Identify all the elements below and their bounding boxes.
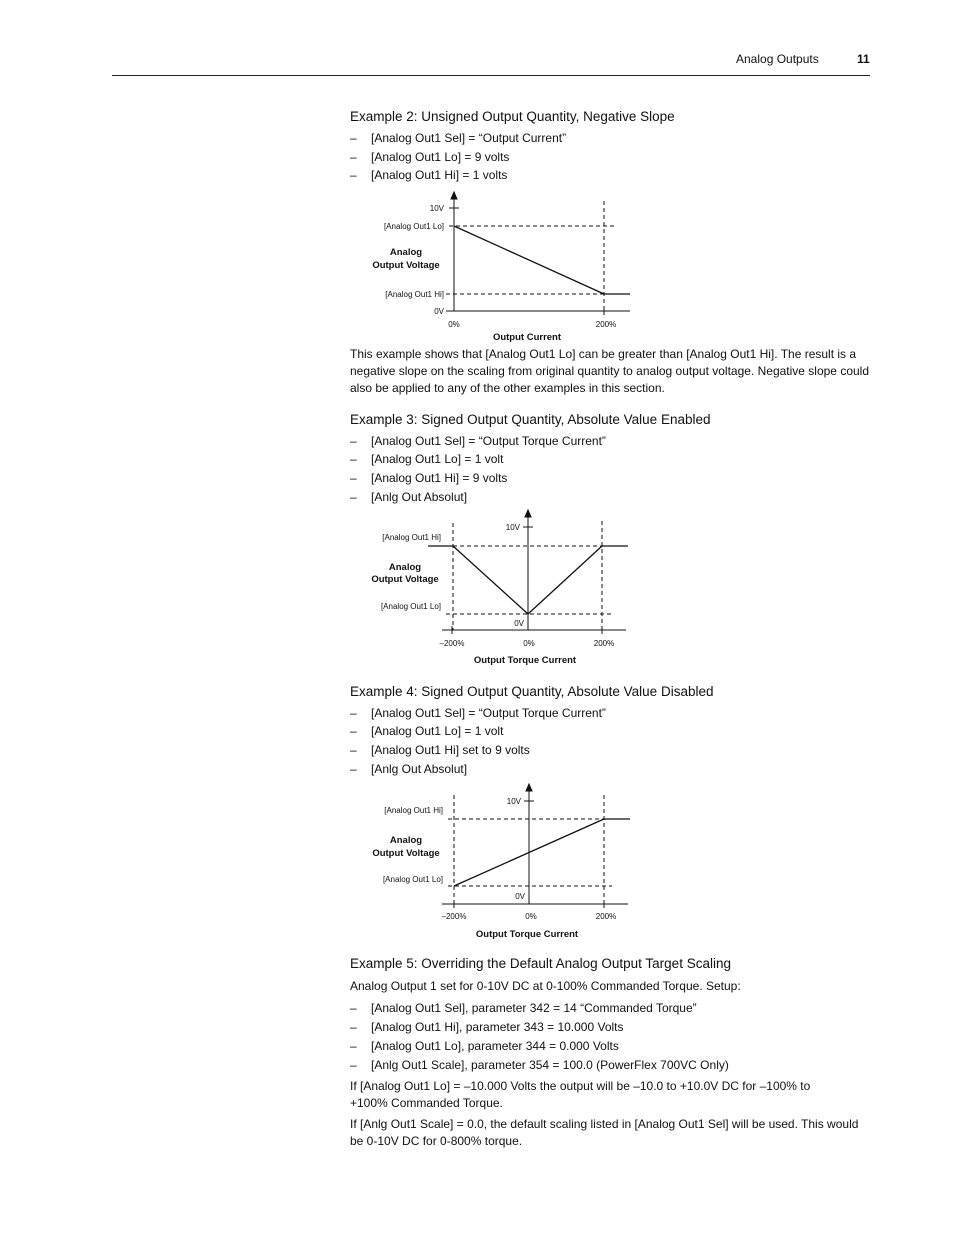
lo-label: [Analog Out1 Lo] [383, 222, 444, 231]
x-tick-label: 200% [595, 320, 617, 329]
list-item: – [Analog Out1 Lo], parameter 344 = 0.000 Volts [350, 1039, 619, 1053]
list-item: – [Anlg Out1 Scale], parameter 354 = 100.0 (PowerFlex 700VC Only) [350, 1058, 729, 1072]
list-item: – [Anlg Out Absolut] [350, 490, 468, 504]
x-tick-label: –200% [439, 639, 465, 648]
example3-heading: Example 3: Signed Output Quantity, Absolute Value Enabled [350, 412, 711, 427]
y-tick-label: 10V [429, 204, 444, 213]
x-tick-label: 200% [595, 912, 617, 921]
list-item: – [Analog Out1 Hi] set to 9 volts [350, 743, 530, 757]
y-axis-label: Output Voltage [372, 848, 440, 859]
y-tick-label: 10V [506, 797, 521, 806]
hi-label: [Analog Out1 Hi] [382, 533, 441, 542]
x-tick-label: 0% [448, 320, 460, 329]
example2-paragraph: This example shows that [Analog Out1 Lo] can be greater than [Analog Out1 Hi]. The result is a negative slope on the scaling from original quantity to analog output voltage. Negative slope could also be applied to any of the other examples in this section. [350, 347, 870, 395]
x-axis-label: Output Current [492, 332, 562, 343]
page-number: 11 [857, 52, 870, 66]
x-tick-label: 0% [523, 639, 535, 648]
example5-heading: Example 5: Overriding the Default Analog Output Target Scaling [350, 956, 731, 971]
example5-intro: Analog Output 1 set for 0-10V DC at 0-100% Commanded Torque. Setup: [350, 979, 741, 993]
list-item: – [Anlg Out Absolut] [350, 762, 468, 776]
list-item: – [Analog Out1 Lo] = 1 volt [350, 724, 504, 738]
list-item: – [Analog Out1 Hi] = 1 volts [350, 168, 508, 182]
x-tick-label: 200% [593, 639, 615, 648]
hi-label: [Analog Out1 Hi] [384, 806, 443, 815]
hi-label: [Analog Out1 Hi] [385, 290, 444, 299]
x-tick-label: –200% [441, 912, 467, 921]
y-tick-label: 10V [505, 523, 520, 532]
y-tick-label: 0V [515, 892, 525, 901]
y-axis-label: Analog [388, 562, 422, 573]
y-tick-label: 0V [434, 307, 444, 316]
list-item: – [Analog Out1 Sel] = “Output Current” [350, 131, 567, 145]
example5-paragraph: If [Analog Out1 Lo] = –10.000 Volts the output will be –10.0 to +10.0V DC for –100% to +100% Commanded Torque. [350, 1079, 811, 1110]
list-item: – [Analog Out1 Sel], parameter 342 = 14 “Commanded Torque” [350, 1001, 697, 1015]
list-item: – [Analog Out1 Sel] = “Output Torque Current” [350, 706, 606, 720]
list-item: – [Analog Out1 Lo] = 9 volts [350, 150, 510, 164]
list-item: – [Analog Out1 Lo] = 1 volt [350, 452, 504, 466]
example5-paragraph: If [Anlg Out1 Scale] = 0.0, the default scaling listed in [Analog Out1 Sel] will be used. This would be 0-10V DC for 0-800% torque. [350, 1117, 859, 1148]
list-item: – [Analog Out1 Sel] = “Output Torque Current” [350, 434, 606, 448]
y-axis-label: Analog [389, 247, 423, 258]
lo-label: [Analog Out1 Lo] [380, 602, 441, 611]
y-axis-label: Analog [389, 835, 423, 846]
lo-label: [Analog Out1 Lo] [382, 875, 443, 884]
x-axis-label: Output Torque Current [475, 929, 579, 940]
list-item: – [Analog Out1 Hi] = 9 volts [350, 471, 508, 485]
y-axis-label: Output Voltage [372, 260, 440, 271]
y-axis-arrow [526, 784, 532, 791]
example4-heading: Example 4: Signed Output Quantity, Absolute Value Disabled [350, 684, 714, 699]
x-axis-label: Output Torque Current [473, 655, 577, 666]
example2-heading: Example 2: Unsigned Output Quantity, Negative Slope [350, 109, 675, 124]
y-axis-label: Output Voltage [371, 574, 439, 585]
list-item: – [Analog Out1 Hi], parameter 343 = 10.000 Volts [350, 1020, 624, 1034]
y-tick-label: 0V [514, 619, 524, 628]
header-section-title: Analog Outputs [736, 52, 819, 66]
x-tick-label: 0% [525, 912, 537, 921]
